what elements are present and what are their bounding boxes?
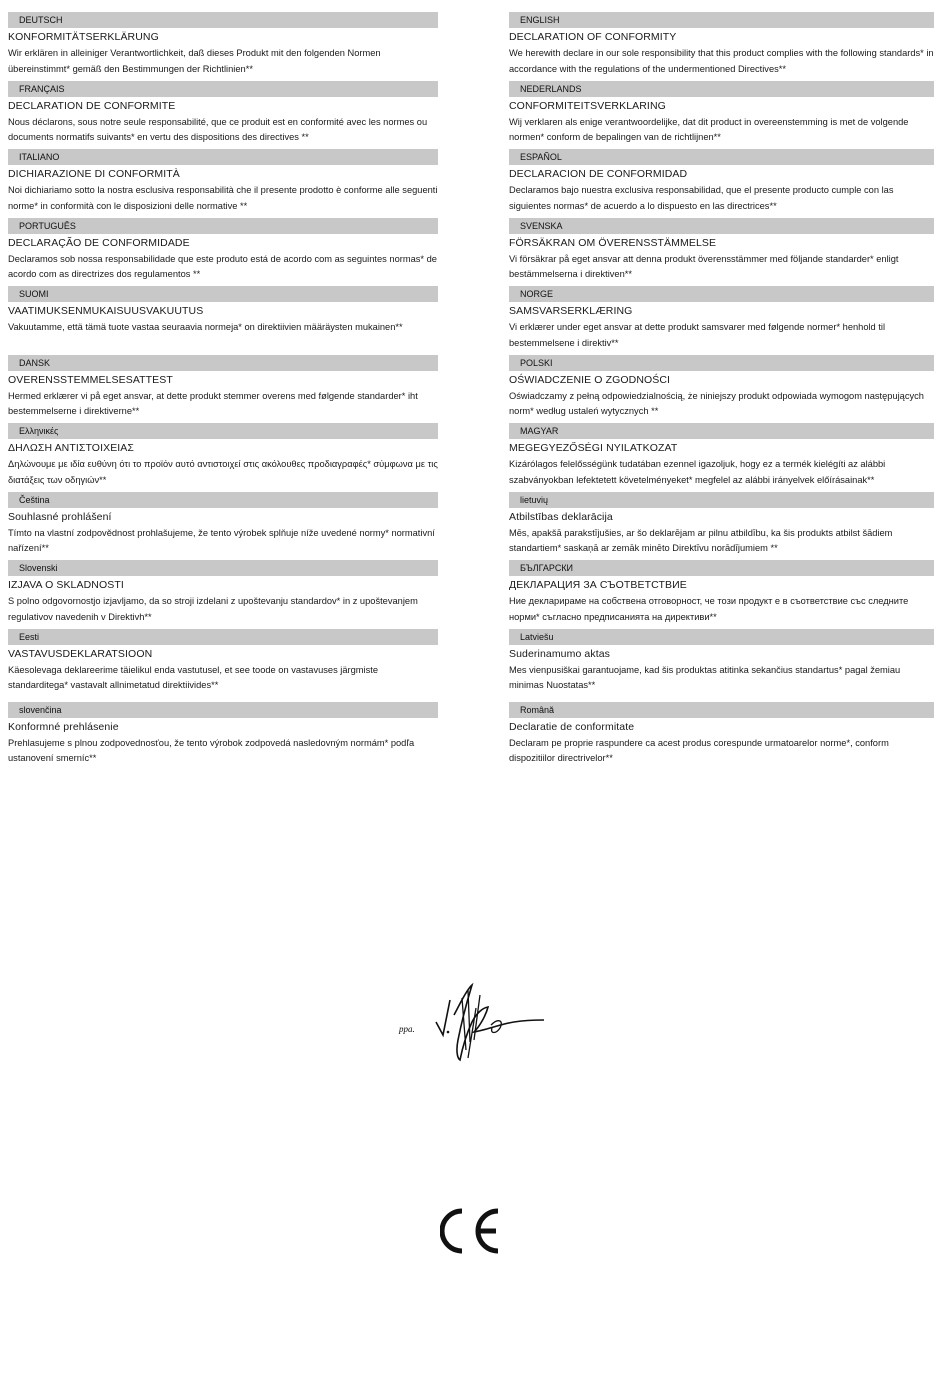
ce-mark-logo [440, 1207, 504, 1255]
language-bar: POLSKI [509, 355, 934, 371]
declaration-section [509, 12, 934, 81]
declaration-text: Ние декларираме на собствена отговорност, че този продукт е в съответствие със следните норми* съгласно предписанията на директиви** [509, 596, 909, 622]
language-bar: Ελληνικές [8, 423, 438, 439]
language-bar: PORTUGUÊS [8, 218, 438, 234]
declaration-section [8, 355, 438, 424]
declaration-section [509, 560, 934, 629]
right-column [509, 12, 934, 770]
declaration-title: FÖRSÄKRAN OM ÖVERENSSTÄMMELSE [509, 236, 717, 249]
declaration-section [509, 218, 934, 287]
declaration-section [509, 702, 934, 771]
declaration-section [509, 423, 934, 492]
declaration-text: Oświadczamy z pełną odpowiedzialnością, że niniejszy produkt odpowiada wymogom następujących norm* według ustaleń wytycznych ** [509, 390, 924, 416]
declaration-section [8, 560, 438, 629]
language-bar: NEDERLANDS [509, 81, 934, 97]
declaration-text: Declaramos bajo nuestra exclusiva responsabilidad, que el presente producto cumple con las siguientes normas* de acuerdo a lo dispuesto en las directrices** [509, 185, 894, 211]
declaration-text: Declaramos sob nossa responsabilidade que este produto está de acordo com as seguintes normas* de acordo com as directrizes dos regulamentos ** [8, 253, 437, 279]
declaration-title: CONFORMITEITSVERKLARING [509, 99, 666, 112]
declaration-title: DICHIARAZIONE DI CONFORMITÀ [8, 168, 180, 180]
declaration-text: Nous déclarons, sous notre seule responsabilité, que ce produit est en conformité avec les normes ou documents normatifs suivants* en vertu des dispositions des directives ** [8, 116, 428, 142]
language-bar: БЪЛГАРСКИ [509, 560, 934, 576]
declaration-section [8, 286, 438, 355]
declaration-text: Käesolevaga deklareerime täielikul enda vastutusel, et see toode on vastavuses järgmiste standarditega* vastavalt allnimetatud direktiivides** [8, 664, 379, 690]
language-bar: lietuvių [509, 492, 934, 508]
language-bar: Čeština [8, 492, 438, 508]
declaration-title: Atbilstības deklarācija [509, 510, 613, 523]
declaration-section [509, 629, 934, 702]
language-bar: DANSK [8, 355, 438, 371]
declaration-text: Δηλώνουμε με ιδία ευθύνη ότι το προϊόν αυτό αντιστοιχεί στις ακόλουθες προδιαγραφές* σύμφωνα με τις διατάξεις των οδηγιών** [8, 459, 438, 485]
declaration-section [8, 81, 438, 150]
declaration-text: Wij verklaren als enige verantwoordelijke, dat dit product in overeenstemming is met de volgende normen* conform de bepalingen van de richtlijnen** [509, 116, 909, 142]
declaration-section [8, 629, 438, 702]
declaration-title: OŚWIADCZENIE O ZGODNOŚCI [509, 373, 671, 386]
declaration-title: Suderinamumo aktas [509, 647, 611, 660]
declaration-title: DECLARATION DE CONFORMITE [8, 99, 176, 112]
declaration-title: VAATIMUKSENMUKAISUUSVAKUUTUS [8, 305, 204, 317]
declaration-text: Vi försäkrar på eget ansvar att denna produkt överensstämmer med följande standarder* enligt bestämmelserna i direktiven** [509, 253, 899, 279]
declaration-text: Vakuutamme, että tämä tuote vastaa seuraavia normeja* on direktiivien määräysten mukainen** [8, 322, 403, 332]
declaration-section [8, 149, 438, 218]
signature-ppa-label: ppa. [399, 1024, 415, 1034]
language-bar: SUOMI [8, 286, 438, 302]
declaration-section [509, 81, 934, 150]
declaration-title: ΔΗΛΩΣΗ ΑΝΤΙΣΤΟΙΧΕΙΑΣ [8, 442, 135, 454]
declaration-title: OVERENSSTEMMELSESATTEST [8, 373, 173, 386]
language-bar: SVENSKA [509, 218, 934, 234]
declaration-text: Kizárólagos felelősségünk tudatában ezennel igazoljuk, hogy ez a termék kielégíti az alábbi szabványokban lefektetett követelményeket* megfelel az alábbi irányelvek előírásainak** [509, 459, 886, 485]
declaration-title: IZJAVA O SKLADNOSTI [8, 579, 124, 591]
declaration-section [8, 218, 438, 287]
declaration-title: DECLARATION OF CONFORMITY [509, 31, 677, 43]
declaration-title: ДЕКЛАРАЦИЯ ЗА СЪОТВЕТСТВИЕ [509, 579, 687, 591]
language-bar: MAGYAR [509, 423, 934, 439]
left-column [8, 12, 438, 770]
language-bar: ESPAÑOL [509, 149, 934, 165]
signature-image [396, 980, 546, 1065]
declaration-text: Noi dichiariamo sotto la nostra esclusiva responsabilità che il presente prodotto è conforme alle seguenti norme* in conformità con le disposizioni delle normative ** [8, 185, 438, 211]
language-bar: NORGE [509, 286, 934, 302]
declaration-section [8, 423, 438, 492]
declaration-section [509, 355, 934, 424]
declaration-title: VASTAVUSDEKLARATSIOON [8, 647, 153, 660]
declaration-title: DECLARAÇÃO DE CONFORMIDADE [8, 236, 190, 249]
declaration-section [8, 492, 438, 561]
declaration-title: KONFORMITÄTSERKLÄRUNG [8, 31, 159, 43]
language-bar: Română [509, 702, 934, 718]
language-bar: Slovenski [8, 560, 438, 576]
declaration-section [509, 492, 934, 561]
declaration-text: Vi erklærer under eget ansvar at dette produkt samsvarer med følgende normer* henhold til bestemmelsene i direktiv** [509, 322, 886, 348]
declaration-title: Declaratie de conformitate [509, 720, 635, 733]
declaration-title: Souhlasné prohlášení [8, 510, 112, 523]
language-bar: FRANÇAIS [8, 81, 438, 97]
declaration-title: SAMSVARSERKLÆRING [509, 305, 633, 317]
declaration-text: We herewith declare in our sole responsibility that this product complies with the following standards* in accordance with the regulations of the undermentioned Directives** [509, 48, 934, 74]
language-bar: ENGLISH [509, 12, 934, 28]
declaration-text: Prehlasujeme s plnou zodpovednosťou, že tento výrobok zodpovedá nasledovným normám* podľa ustanovení smerníc** [8, 737, 415, 763]
language-bar: DEUTSCH [8, 12, 438, 28]
declaration-text: Mēs, apakšā parakstījušies, ar šo deklarējam ar pilnu atbildību, ka šis produkts atbilst šādiem standartiem* saskaņā ar zemāk minēto Direktīvu norādījumiem ** [509, 527, 893, 553]
declaration-text: S polno odgovornostjo izjavljamo, da so stroji izdelani z upoštevanju standardov* in z upoštevanjem regulativov navedenih v Direktivh** [8, 596, 418, 622]
declaration-section [509, 286, 934, 355]
declaration-section [509, 149, 934, 218]
declaration-text: Hermed erklærer vi på eget ansvar, at dette produkt stemmer overens med følgende standarder* iht bestemmelserne i direktiverne** [8, 390, 418, 416]
language-bar: ITALIANO [8, 149, 438, 165]
declaration-title: MEGEGYEZŐSÉGI NYILATKOZAT [509, 442, 678, 454]
declaration-section [8, 702, 438, 771]
declaration-title: Konformné prehlásenie [8, 720, 119, 733]
declaration-text: Tímto na vlastní zodpovědnost prohlašujeme, že tento výrobek splňuje níže uvedené normy* normativní nařízení** [8, 527, 435, 553]
language-bar: Eesti [8, 629, 438, 645]
declaration-text: Declaram pe proprie raspundere ca acest produs corespunde urmatoarelor norme*, conform dispozitiilor directrivelor** [509, 737, 889, 763]
declaration-text: Wir erklären in alleiniger Verantwortlichkeit, daß dieses Produkt mit den folgenden Normen übereinstimmt* gemäß den Bestimmungen der Richtlinien** [8, 48, 381, 74]
language-bar: Latviešu [509, 629, 934, 645]
declaration-title: DECLARACION DE CONFORMIDAD [509, 168, 688, 180]
declaration-section [8, 12, 438, 81]
language-bar: slovenčina [8, 702, 438, 718]
declaration-text: Mes vienpusiškai garantuojame, kad šis produktas atitinka sekančius standartus* pagal žemiau minimas Nuostatas** [509, 664, 901, 690]
